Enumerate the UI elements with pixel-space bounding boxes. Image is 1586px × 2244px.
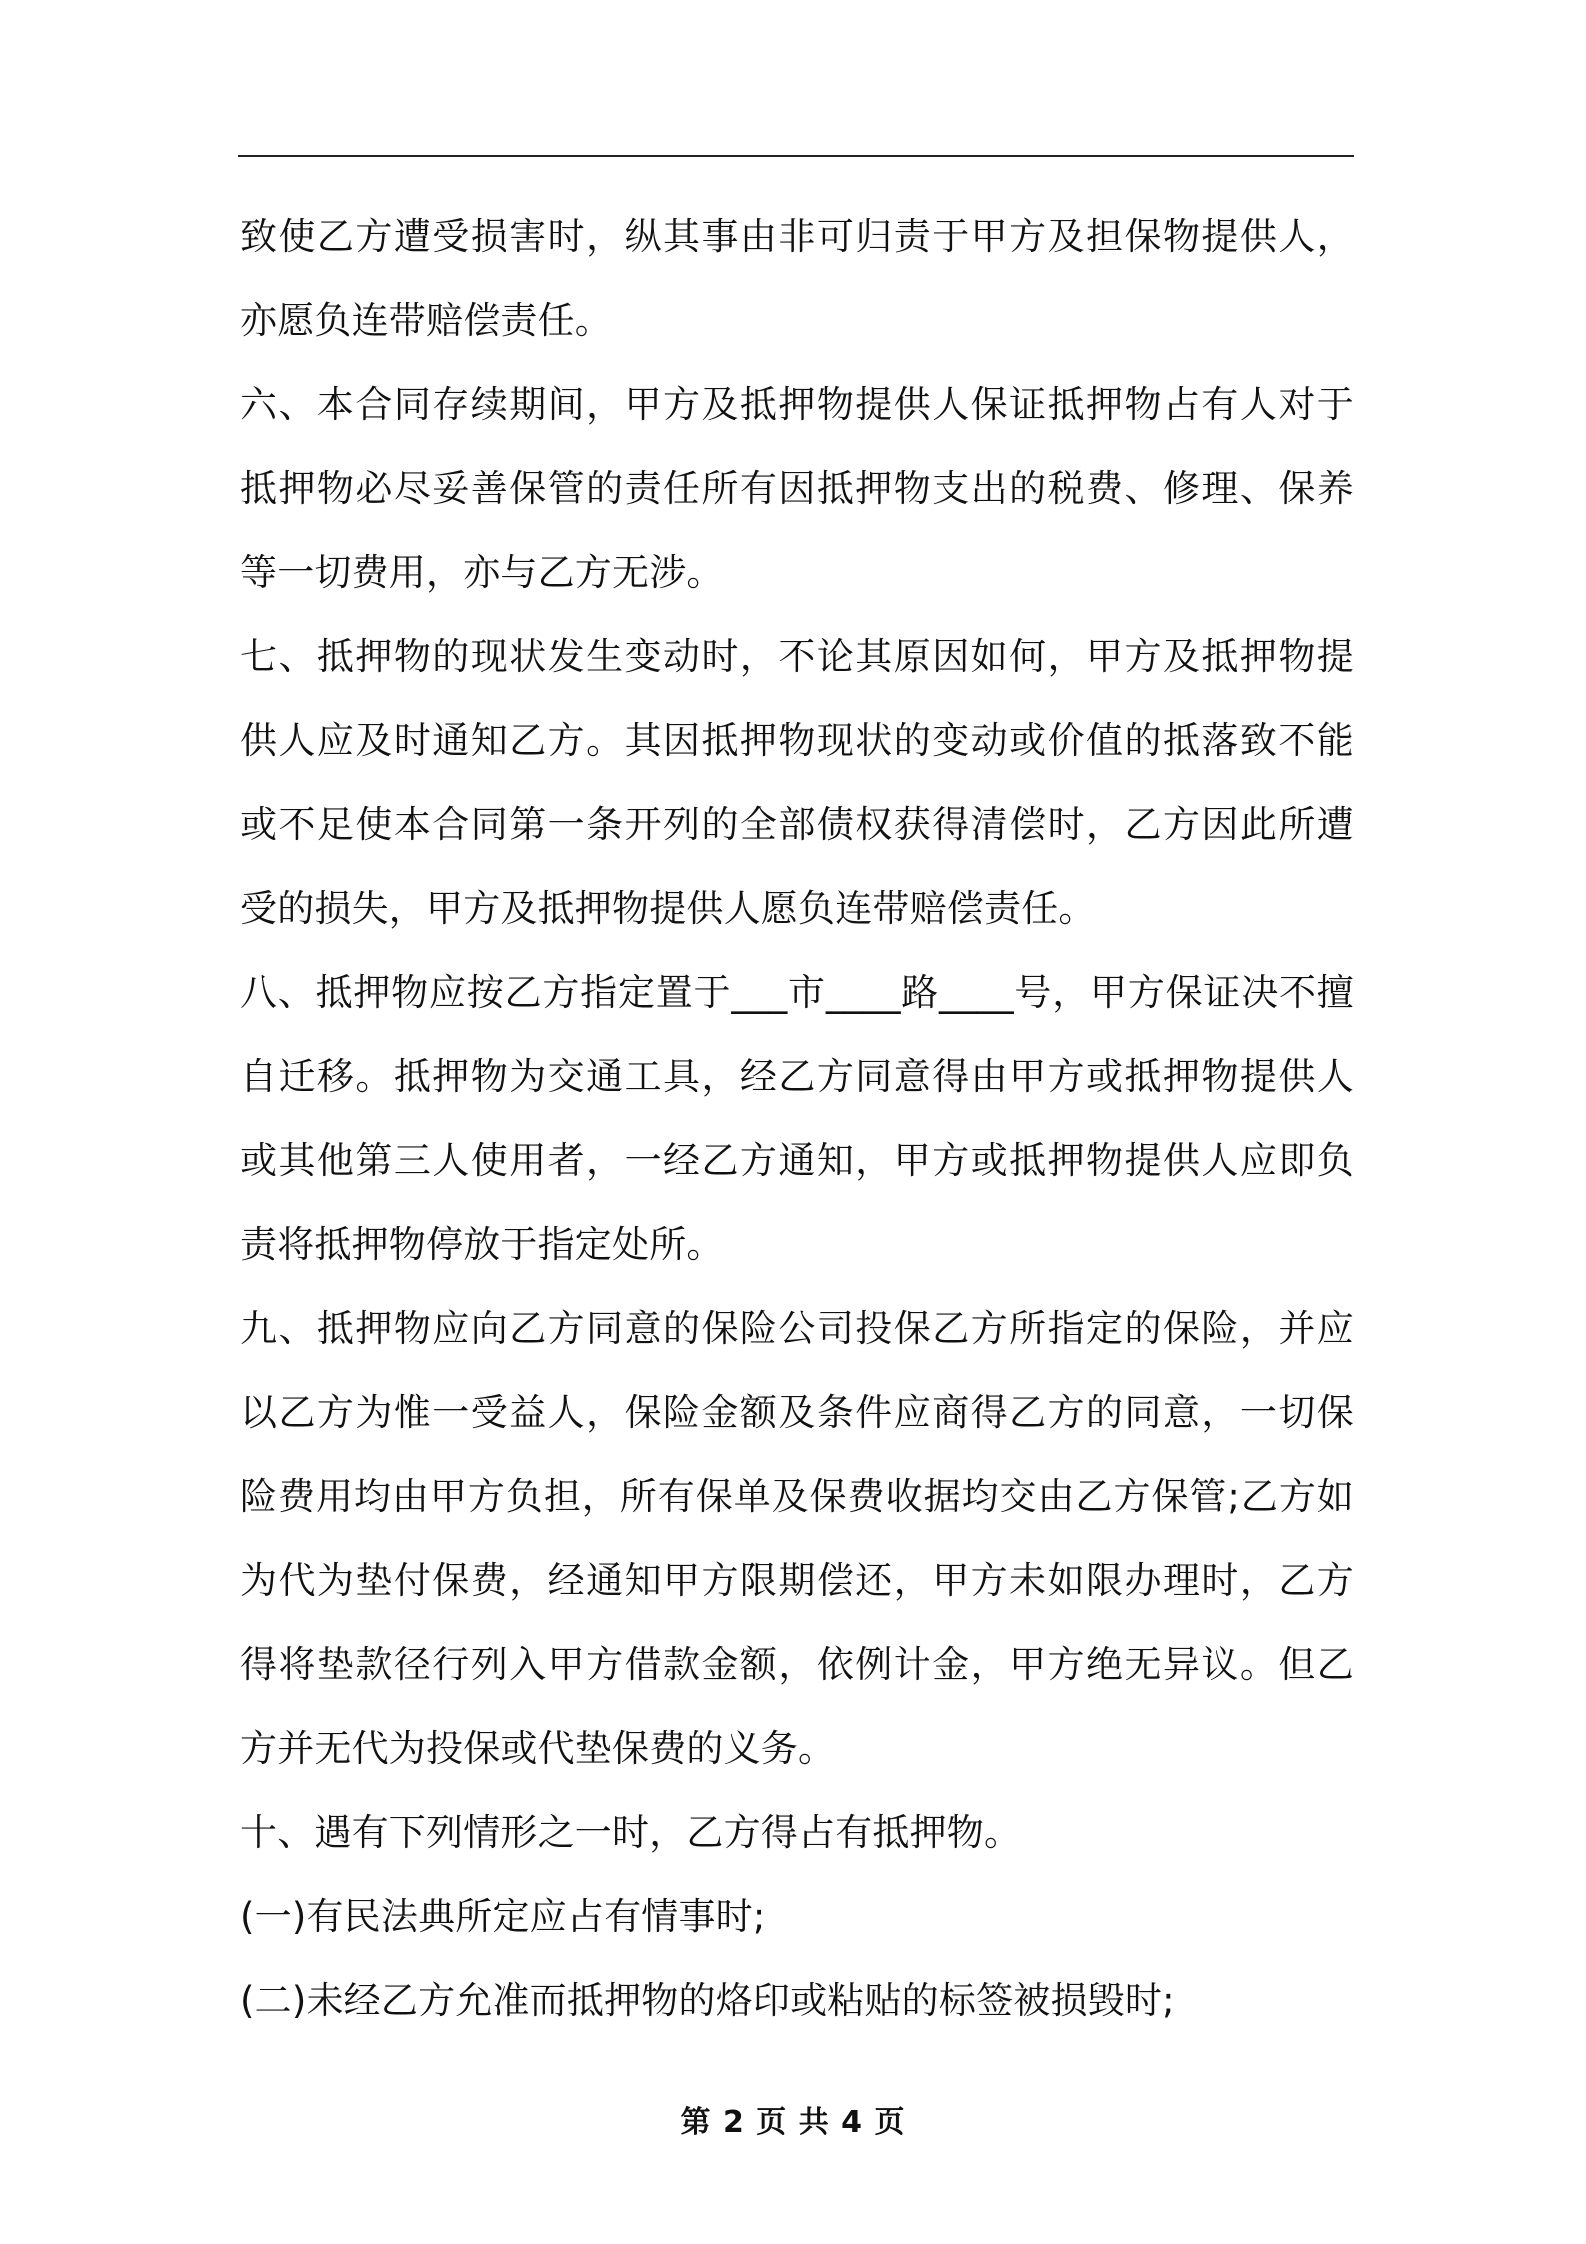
clause-10-item-2: (二)未经乙方允准而抵押物的烙印或粘贴的标签被损毁时; [240,1979,1175,2022]
page-number-footer: 第 2 页 共 4 页 [680,2105,906,2140]
clause-7: 七、抵押物的现状发生变动时，不论其原因如何，甲方及抵押物提供人应及时通知乙方。其因抵押物现状的变动或价值的抵落致不能或不足使本合同第一条开列的全部债权获得清偿时，乙方因此所遭受的损失，甲方及抵押物提供人愿负连带赔偿责任。 [240,635,1354,930]
header-rule [238,155,1354,157]
clause-10-item-1: (一)有民法典所定应占有情事时; [240,1895,766,1938]
clause-8: 八、抵押物应按乙方指定置于___市____路____号，甲方保证决不擅自迁移。抵押物为交通工具，经乙方同意得由甲方或抵押物提供人或其他第三人使用者，一经乙方通知，甲方或抵押物提供人应即负责将抵押物停放于指定处所。 [240,971,1354,1266]
clause-10: 十、遇有下列情形之一时，乙方得占有抵押物。 [240,1811,1022,1854]
paragraph-continuation: 致使乙方遭受损害时，纵其事由非可归责于甲方及担保物提供人，亦愿负连带赔偿责任。 [240,215,1354,342]
clause-6: 六、本合同存续期间，甲方及抵押物提供人保证抵押物占有人对于抵押物必尽妥善保管的责任所有因抵押物支出的税费、修理、保养等一切费用，亦与乙方无涉。 [240,383,1354,594]
document-body [240,195,1354,2043]
clause-9: 九、抵押物应向乙方同意的保险公司投保乙方所指定的保险，并应以乙方为惟一受益人，保险金额及条件应商得乙方的同意，一切保险费用均由甲方负担，所有保单及保费收据均交由乙方保管;乙方如为代为垫付保费，经通知甲方限期偿还，甲方未如限办理时，乙方得将垫款径行列入甲方借款金额，依例计金，甲方绝无异议。但乙方并无代为投保或代垫保费的义务。 [240,1307,1354,1770]
